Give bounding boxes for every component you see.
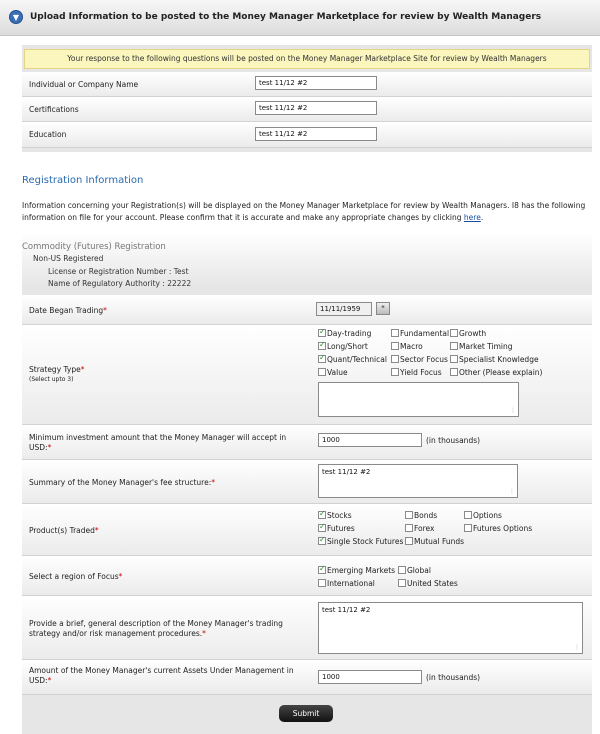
fee-textarea[interactable]: test 11/12 #2 ⋮ [318, 464, 518, 498]
min-investment-unit: (in thousands) [426, 436, 481, 445]
checkbox-box[interactable] [464, 511, 472, 519]
checkbox-futures[interactable]: ✓Futures [318, 524, 355, 534]
checkbox-forex[interactable]: Forex [405, 524, 434, 534]
checkbox-long-short[interactable]: ✓Long/Short [318, 342, 368, 352]
row-aum [22, 660, 592, 695]
checkbox-single-stock-futures[interactable]: ✓Single Stock Futures [318, 537, 403, 547]
checkbox-box[interactable] [318, 579, 326, 587]
commodity-registration [22, 232, 592, 287]
date-label: Date Began Trading* [29, 306, 107, 315]
regulatory-authority: Name of Regulatory Authority : 22222 [48, 279, 192, 288]
checkbox-box[interactable] [318, 566, 326, 574]
checkbox-other[interactable]: Other (Please explain) [450, 368, 542, 378]
here-link[interactable]: here [463, 213, 481, 222]
products-label: Product(s) Traded* [29, 526, 99, 535]
min-investment-field[interactable]: 1000 [318, 433, 422, 447]
resize-grip-icon[interactable]: ⋮ [509, 488, 515, 495]
section-header[interactable] [0, 0, 600, 36]
checkbox-box[interactable] [405, 511, 413, 519]
row-description [22, 596, 592, 660]
checkbox-options[interactable]: Options [464, 511, 502, 521]
checkbox-quant-technical[interactable]: ✓Quant/Technical [318, 355, 387, 365]
checkbox-box[interactable] [450, 368, 458, 376]
checkbox-sector-focus[interactable]: Sector Focus [391, 355, 448, 365]
checkbox-box[interactable] [318, 511, 326, 519]
row-region [22, 556, 592, 596]
checkbox-box[interactable] [391, 329, 399, 337]
checkbox-specialist-knowledge[interactable]: Specialist Knowledge [450, 355, 539, 365]
notice-banner: Your response to the following questions will be posted on the Money Manager Marketplace Site for review by Wealth Managers [24, 49, 590, 69]
checkbox-market-timing[interactable]: Market Timing [450, 342, 513, 352]
checkbox-futures-options[interactable]: Futures Options [464, 524, 532, 534]
chevron-down-icon[interactable]: ▼ [9, 10, 23, 24]
aum-field[interactable]: 1000 [318, 670, 422, 684]
checkbox-bonds[interactable]: Bonds [405, 511, 437, 521]
checkbox-box[interactable] [398, 579, 406, 587]
description-label: Provide a brief, general description of the Money Manager's trading strategy and/or risk management procedures.* [29, 619, 283, 638]
checkbox-global[interactable]: Global [398, 566, 431, 576]
aum-label: Amount of the Money Manager's current Assets Under Management in USD:* [29, 666, 294, 685]
edu-label: Education [29, 130, 67, 139]
checkbox-box[interactable] [450, 355, 458, 363]
description-textarea[interactable]: test 11/12 #2 ⋮ [318, 602, 583, 654]
row-date [22, 295, 592, 325]
edu-field[interactable]: test 11/12 #2 [255, 127, 377, 141]
checkbox-box[interactable] [318, 537, 326, 545]
checkbox-stocks[interactable]: ✓Stocks [318, 511, 352, 521]
row-strategy [22, 325, 592, 425]
checkbox-box[interactable] [405, 537, 413, 545]
checkbox-box[interactable] [405, 524, 413, 532]
strategy-label: Strategy Type* (Select upto 3) [29, 365, 85, 383]
commodity-title: Commodity (Futures) Registration [22, 242, 166, 252]
submit-button[interactable]: Submit [279, 705, 333, 722]
checkbox-box[interactable] [391, 342, 399, 350]
checkbox-value[interactable]: Value [318, 368, 348, 378]
row-name [22, 72, 592, 97]
registration-section [22, 152, 592, 287]
checkbox-emerging-markets[interactable]: ✓Emerging Markets [318, 566, 395, 576]
checkbox-international[interactable]: International [318, 579, 375, 589]
row-min-investment [22, 425, 592, 460]
aum-unit: (in thousands) [426, 673, 481, 682]
checkbox-box[interactable] [391, 368, 399, 376]
registration-text: Information concerning your Registration(s) will be displayed on the Money Manager Marketplace for review by Wealth Managers. I8 has the following information on file for your account. Please confirm that it is accurate and make any appropriate changes by clicking here. [22, 201, 586, 222]
name-field[interactable]: test 11/12 #2 [255, 76, 377, 90]
checkbox-fundamental[interactable]: Fundamental [391, 329, 449, 339]
checkbox-box[interactable] [318, 368, 326, 376]
fee-label: Summary of the Money Manager's fee structure:* [29, 478, 215, 487]
checkbox-box[interactable] [398, 566, 406, 574]
date-field[interactable]: 11/11/1959 [316, 302, 372, 316]
min-investment-label: Minimum investment amount that the Money Manager will accept in USD:* [29, 433, 287, 452]
section-title: Upload Information to be posted to the Money Manager Marketplace for review by Wealth Managers [30, 12, 542, 22]
checkbox-mutual-funds[interactable]: Mutual Funds [405, 537, 464, 547]
form-container [22, 45, 592, 734]
checkbox-united-states[interactable]: United States [398, 579, 458, 589]
checkbox-day-trading[interactable]: ✓Day-trading [318, 329, 371, 339]
registration-status: Non-US Registered [33, 254, 104, 263]
checkbox-yield-focus[interactable]: Yield Focus [391, 368, 442, 378]
checkbox-macro[interactable]: Macro [391, 342, 423, 352]
checkbox-box[interactable] [391, 355, 399, 363]
calendar-icon[interactable]: * [376, 302, 390, 315]
checkbox-box[interactable] [464, 524, 472, 532]
checkbox-box[interactable] [450, 329, 458, 337]
cert-label: Certifications [29, 105, 79, 114]
strategy-other-textarea[interactable] [318, 382, 519, 417]
license-number: License or Registration Number : Test [48, 267, 189, 276]
row-fee [22, 460, 592, 504]
row-edu [22, 122, 592, 148]
row-products [22, 504, 592, 556]
checkbox-box[interactable] [318, 329, 326, 337]
registration-heading: Registration Information [22, 175, 144, 186]
checkbox-box[interactable] [318, 524, 326, 532]
checkbox-growth[interactable]: Growth [450, 329, 486, 339]
region-label: Select a region of Focus* [29, 572, 123, 581]
cert-field[interactable]: test 11/12 #2 [255, 101, 377, 115]
checkbox-box[interactable] [450, 342, 458, 350]
resize-grip-icon[interactable]: ⋮ [574, 644, 580, 651]
row-cert [22, 97, 592, 122]
resize-grip-icon[interactable]: ⋮ [510, 407, 516, 414]
checkbox-box[interactable] [318, 355, 326, 363]
checkbox-box[interactable] [318, 342, 326, 350]
name-label: Individual or Company Name [29, 80, 139, 89]
